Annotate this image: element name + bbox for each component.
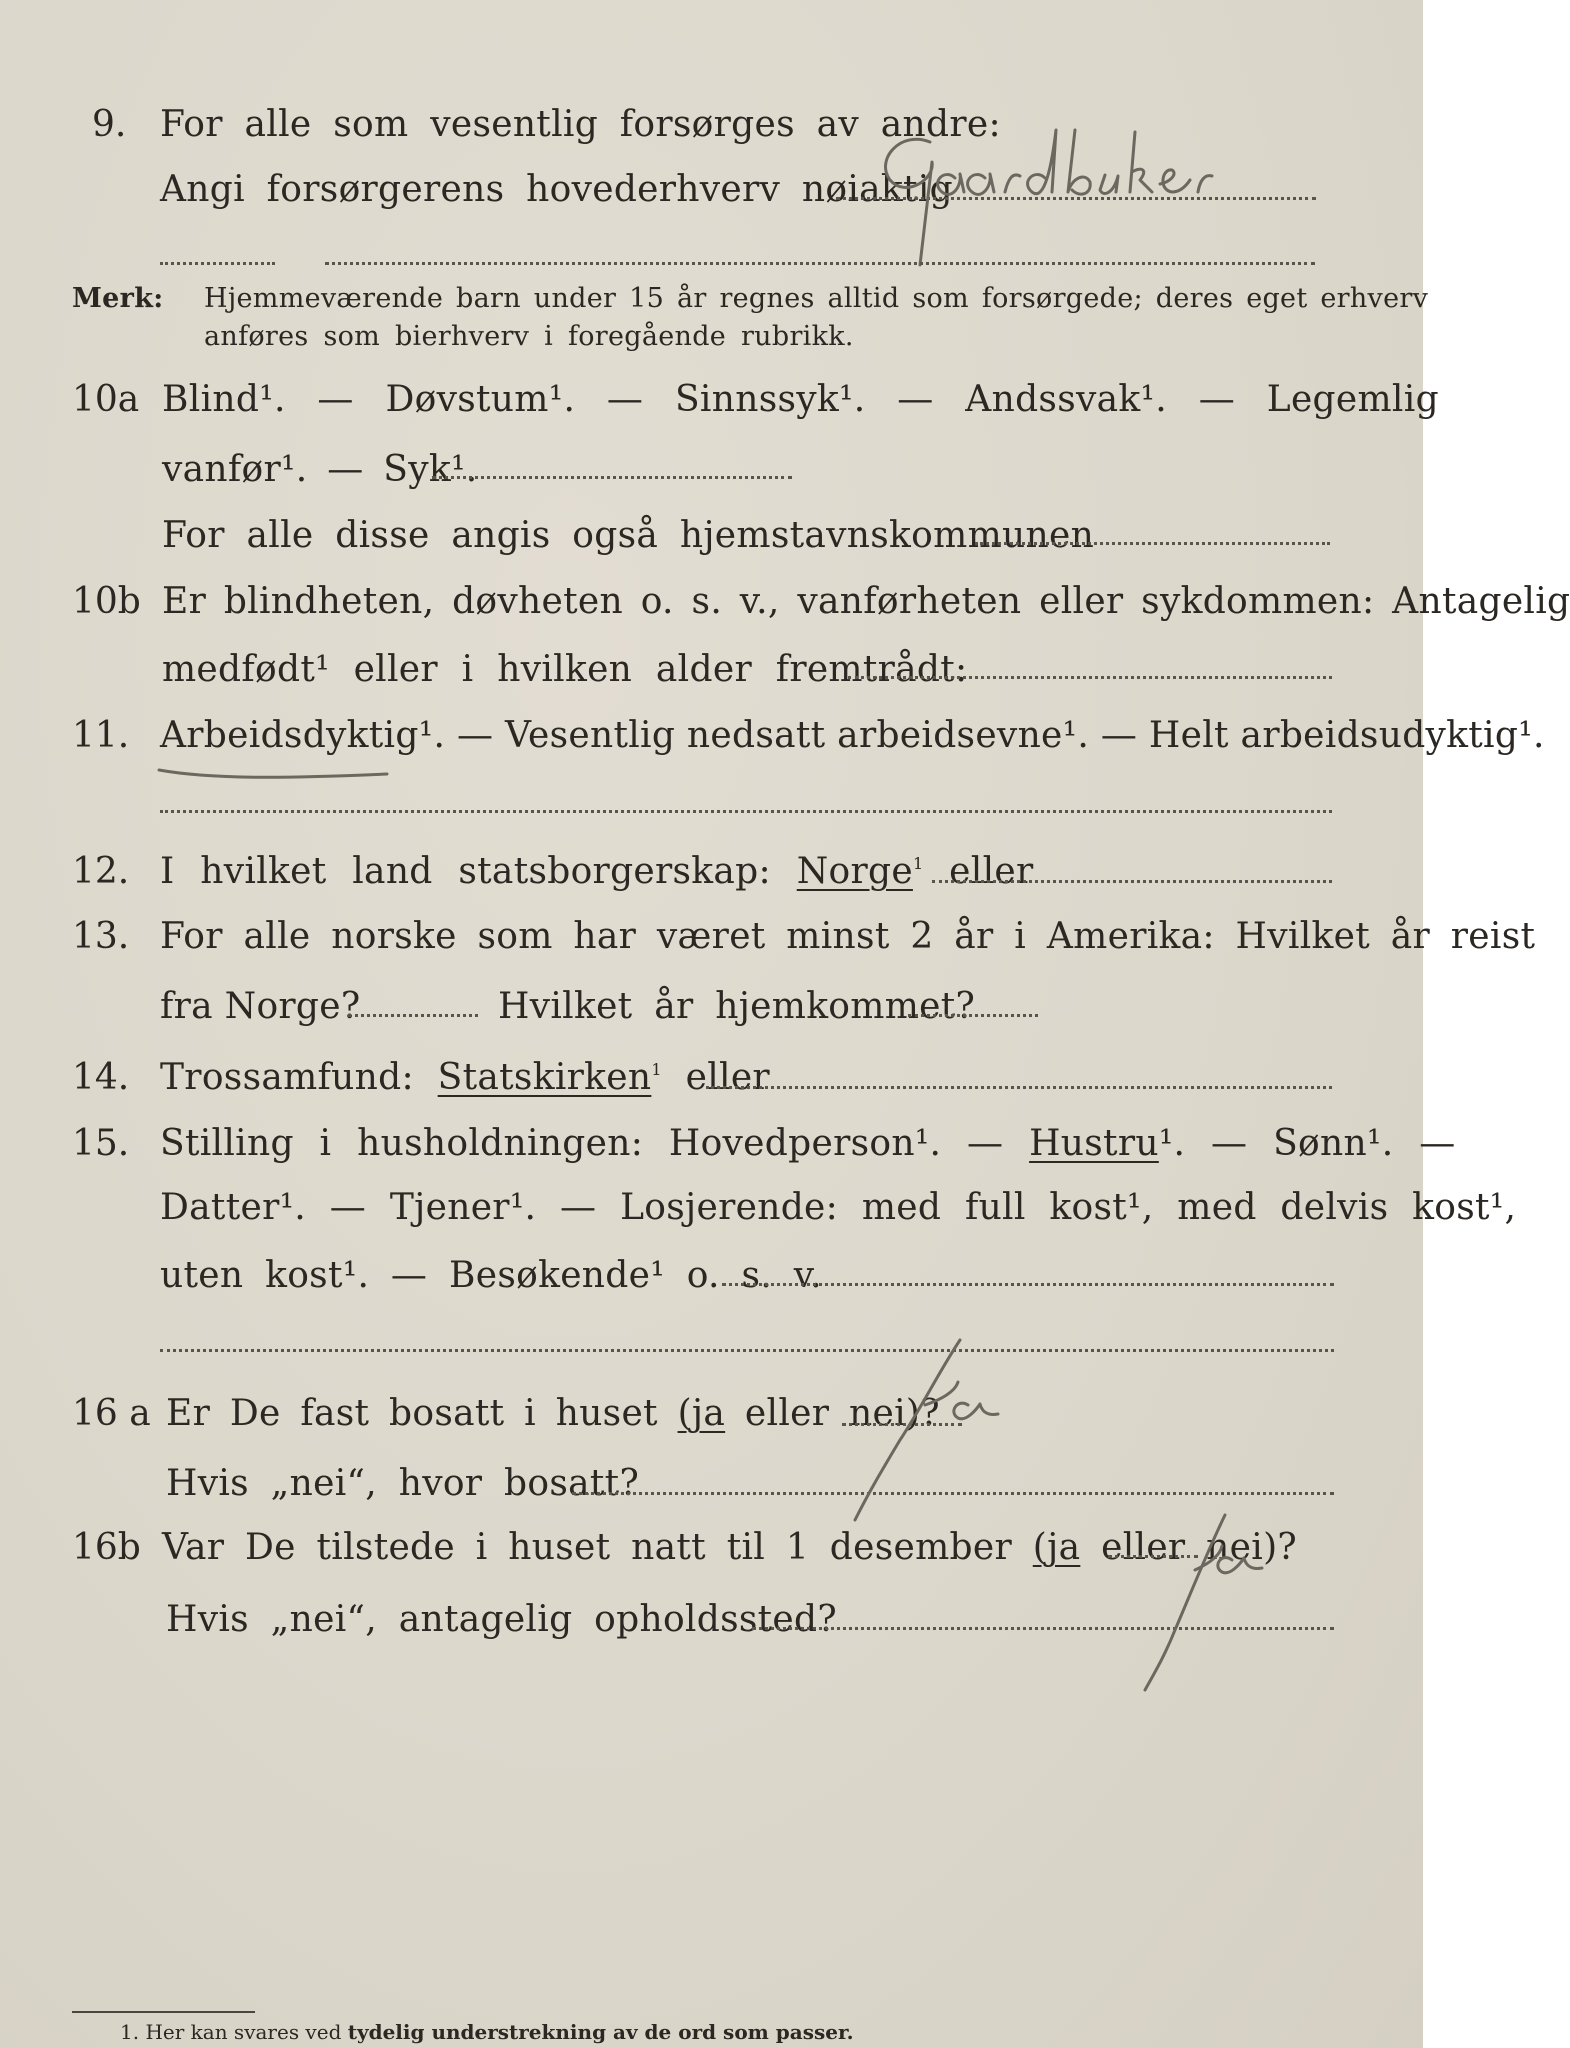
q10a-kommune-line <box>975 542 1330 545</box>
q16b-prompt: Var De tilstede i huset natt til 1 desember <box>162 1527 1013 1568</box>
q11-extra-line <box>160 810 1332 813</box>
q16a-prompt: Er De fast bosatt i huset <box>166 1393 658 1434</box>
q11-option-arbeidsdyktig: Arbeidsdyktig¹ <box>160 715 434 756</box>
q14-number: 14. <box>72 1057 130 1098</box>
q11-number: 11. <box>72 715 130 756</box>
q9-extra-line-a <box>160 262 275 265</box>
q14-answer-line <box>706 1086 1332 1089</box>
q15-line2: Datter¹. — Tjener¹. — Losjerende: med full kost¹, med delvis kost¹, <box>160 1187 1517 1228</box>
q9-number: 9. <box>92 104 127 145</box>
q10b-number: 10b <box>72 581 141 622</box>
q13-line2b: Hvilket år hjemkommet? <box>498 986 976 1027</box>
q10a-syk-line <box>432 476 792 479</box>
q11-rest: . — Vesentlig nedsatt arbeidsevne¹. — Helt arbeidsudyktig¹. <box>433 715 1545 756</box>
q14-line <box>160 1056 770 1100</box>
q10b-line2: medfødt¹ eller i hvilken alder fremtrådt: <box>162 649 968 690</box>
q14-footnote-mark: 1 <box>651 1060 662 1079</box>
q13-line1: For alle norske som har været minst 2 år i Amerika: Hvilket år reist <box>160 916 1536 957</box>
q16a-line1 <box>166 1392 940 1436</box>
q9-extra-line-b <box>325 262 1315 265</box>
q15-line3: uten kost¹. — Besøkende¹ o. s. v. <box>160 1255 822 1296</box>
q14-eller: eller <box>685 1057 770 1098</box>
merk-line2: anføres som bierhverv i foregående rubrikk. <box>204 321 854 352</box>
q10a-line3: For alle disse angis også hjemstavnskommunen <box>162 515 1095 556</box>
q10a-line2: vanfør¹. — Syk¹. <box>162 449 478 490</box>
q13-hjemkommet-line <box>908 1014 1038 1017</box>
footnote-rule <box>72 2011 255 2013</box>
q12-number: 12. <box>72 851 130 892</box>
q12-eller: eller <box>949 851 1034 892</box>
q11-handwritten-underline <box>155 758 395 788</box>
q16b-option-ja: (ja <box>1032 1527 1081 1568</box>
q16b-handwritten-answer <box>1090 1500 1290 1700</box>
q12-line <box>160 850 1034 894</box>
footnote <box>120 2019 854 2045</box>
q9-line1: For alle som vesentlig forsørges av andre: <box>160 104 1001 145</box>
q10a-number: 10a <box>72 379 140 420</box>
footnote-text-b: tydelig understrekning av de ord som passer. <box>347 2020 854 2044</box>
q16a-number: 16 a <box>72 1393 151 1434</box>
merk-line1: Hjemmeværende barn under 15 år regnes alltid som forsørgede; deres eget erhverv <box>204 283 1429 314</box>
q16a-handwritten-answer <box>830 1330 1020 1530</box>
q9-line2: Angi forsørgerens hovederhverv nøiaktig <box>160 169 953 210</box>
q15-number: 15. <box>72 1123 130 1164</box>
footnote-marker: 1. <box>120 2020 140 2044</box>
q10b-line1: Er blindheten, døvheten o. s. v., vanførheten eller sykdommen: Antagelig <box>162 581 1570 622</box>
q14-prompt: Trossamfund: <box>160 1057 414 1098</box>
q16b-eller-nei: eller nei)? <box>1101 1527 1298 1568</box>
q13-number: 13. <box>72 916 130 957</box>
q16b-number: 16b <box>72 1527 141 1568</box>
q16b-line2: Hvis „nei“, antagelig opholdssted? <box>166 1599 837 1640</box>
q16a-eller-nei: eller nei)? <box>744 1393 940 1434</box>
q13-line2a: fra Norge? <box>160 986 361 1027</box>
q10b-answer-line <box>848 676 1332 679</box>
q15-line1b: ¹. — Sønn¹. — <box>1158 1123 1456 1164</box>
q15-answer-line <box>722 1283 1334 1286</box>
q15-option-hustru: Hustru <box>1029 1123 1159 1164</box>
q12-footnote-mark: 1 <box>912 854 924 873</box>
footnote-text-a: Her kan svares ved <box>145 2020 342 2044</box>
q13-reist-line <box>348 1014 478 1017</box>
q15-line1 <box>160 1122 1456 1166</box>
q11-line <box>160 714 1545 758</box>
q15-line1a: Stilling i husholdningen: Hovedperson¹. — <box>160 1123 1004 1164</box>
q12-answer-line <box>932 880 1332 883</box>
q16a-line2: Hvis „nei“, hvor bosatt? <box>166 1463 640 1504</box>
q9-handwritten-answer <box>860 120 1320 270</box>
q10a-line1: Blind¹. — Døvstum¹. — Sinnssyk¹. — Andssvak¹. — Legemlig <box>162 379 1439 420</box>
q14-option-statskirken: Statskirken <box>437 1057 652 1098</box>
q16a-option-ja: (ja <box>677 1393 726 1434</box>
q12-prompt: I hvilket land statsborgerskap: <box>160 851 771 892</box>
q15-extra-line <box>160 1349 1334 1352</box>
q12-option-norge: Norge <box>796 851 913 892</box>
merk-label: Merk: <box>72 283 164 314</box>
